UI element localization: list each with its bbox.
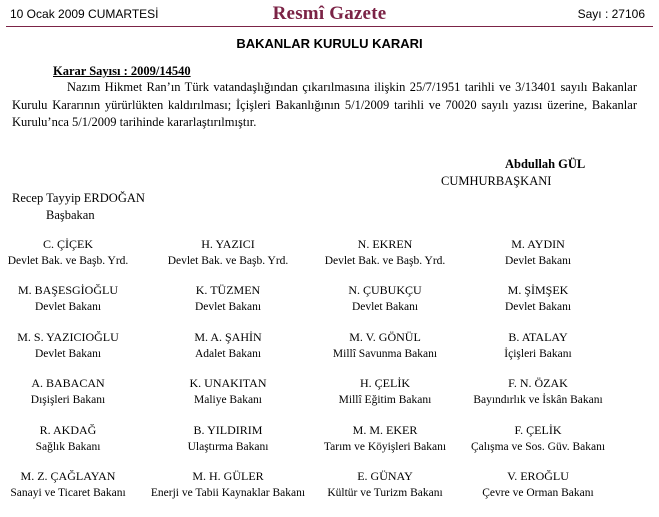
minister-title: Bayındırlık ve İskân Bakanı (473, 394, 603, 406)
minister-title: Çalışma ve Sos. Güv. Bakanı (470, 441, 606, 453)
minister-title: Dışişleri Bakanı (30, 394, 106, 406)
minister-signature (453, 375, 623, 409)
minister-name: V. EROĞLU (507, 469, 569, 483)
minister-title: Devlet Bakanı (34, 301, 102, 313)
header-issue: Sayı : 27106 (577, 7, 645, 21)
minister-title: Devlet Bakanı (504, 301, 572, 313)
minister-name: K. UNAKITAN (189, 376, 267, 390)
minister-signature (143, 282, 313, 316)
minister-signature (0, 422, 153, 456)
minister-name: M. V. GÖNÜL (349, 330, 421, 344)
minister-title: Maliye Bakanı (193, 394, 263, 406)
minister-name: R. AKDAĞ (39, 423, 97, 437)
minister-name: B. ATALAY (508, 330, 568, 344)
minister-title: Sağlık Bakanı (35, 441, 101, 453)
minister-name: E. GÜNAY (357, 469, 413, 483)
minister-signature (453, 468, 623, 502)
minister-signature (0, 375, 153, 409)
minister-signature (0, 282, 153, 316)
minister-name: H. ÇELİK (360, 376, 410, 390)
minister-signature (143, 468, 313, 502)
minister-name: M. BAŞESGİOĞLU (17, 283, 118, 297)
header-title: Resmî Gazete (272, 3, 387, 24)
minister-name: F. N. ÖZAK (508, 376, 568, 390)
minister-signature (143, 422, 313, 456)
minister-title: Devlet Bak. ve Başb. Yrd. (7, 255, 129, 267)
minister-signature (0, 329, 153, 363)
minister-name: N. ÇUBUKÇU (348, 283, 422, 297)
minister-title: Devlet Bakanı (351, 301, 419, 313)
minister-signature (300, 375, 470, 409)
minister-signature (453, 282, 623, 316)
minister-name: M. Z. ÇAĞLAYAN (20, 469, 116, 483)
minister-signature (143, 329, 313, 363)
minister-signature (0, 468, 153, 502)
minister-title: Devlet Bak. ve Başb. Yrd. (167, 255, 289, 267)
minister-name: N. EKREN (357, 237, 413, 251)
minister-title: Sanayi ve Ticaret Bakanı (10, 487, 126, 499)
minister-signature (300, 468, 470, 502)
minister-title: Devlet Bakanı (34, 348, 102, 360)
minister-title: Çevre ve Orman Bakanı (482, 487, 594, 499)
minister-signature (0, 236, 153, 270)
minister-title: Devlet Bakanı (194, 301, 262, 313)
president-name: Abdullah GÜL (505, 157, 586, 171)
minister-signature (143, 236, 313, 270)
minister-title: Devlet Bakanı (504, 255, 572, 267)
minister-name: K. TÜZMEN (195, 283, 261, 297)
decree-body: Nazım Hikmet Ran’ın Türk vatandaşlığından çıkarılmasına ilişkin 25/7/1951 tarihli ve 3/13401 sayılı Bakanlar Kurulu Kararının yürürlükten kaldırılması; İçişleri Bakanlığının 5/1/2009 tarihli ve 70020 sayılı yazısı üzerine, Bakanlar Kurulu’nca 5/1/2009 tarihinde kararlaştırılmıştır. (12, 80, 637, 129)
header-date: 10 Ocak 2009 CUMARTESİ (10, 7, 159, 21)
minister-title: Kültür ve Turizm Bakanı (327, 487, 443, 499)
minister-signature (453, 236, 623, 270)
minister-name: F. ÇELİK (514, 423, 562, 437)
minister-title: Adalet Bakanı (194, 348, 262, 360)
decree-number: Karar Sayısı : 2009/14540 (53, 64, 191, 78)
minister-name: M. A. ŞAHİN (194, 330, 262, 344)
minister-signature (300, 282, 470, 316)
minister-name: M. M. EKER (352, 423, 418, 437)
minister-signature (300, 329, 470, 363)
prime-minister-name: Recep Tayyip ERDOĞAN (12, 191, 145, 205)
minister-name: C. ÇİÇEK (42, 237, 93, 251)
minister-name: M. ŞİMŞEK (507, 283, 569, 297)
minister-title: İçişleri Bakanı (504, 348, 572, 360)
minister-signature (300, 422, 470, 456)
minister-title: Millî Savunma Bakanı (332, 348, 438, 360)
minister-signature (453, 329, 623, 363)
minister-title: Tarım ve Köyişleri Bakanı (323, 441, 447, 453)
president-title: CUMHURBAŞKANI (441, 174, 552, 188)
minister-name: B. YILDIRIM (193, 423, 263, 437)
minister-title: Devlet Bak. ve Başb. Yrd. (324, 255, 446, 267)
minister-title: Millî Eğitim Bakanı (338, 394, 432, 406)
minister-name: M. H. GÜLER (192, 469, 264, 483)
minister-signature (143, 375, 313, 409)
document-heading: BAKANLAR KURULU KARARI (236, 36, 423, 51)
minister-title: Enerji ve Tabii Kaynaklar Bakanı (150, 487, 306, 499)
minister-signature (300, 236, 470, 270)
minister-name: M. S. YAZICIOĞLU (17, 330, 119, 344)
minister-name: M. AYDIN (511, 237, 565, 251)
minister-name: H. YAZICI (201, 237, 255, 251)
minister-name: A. BABACAN (31, 376, 105, 390)
minister-signature (453, 422, 623, 456)
minister-title: Ulaştırma Bakanı (187, 441, 269, 453)
header-rule (6, 26, 653, 27)
prime-minister-title: Başbakan (46, 208, 95, 222)
